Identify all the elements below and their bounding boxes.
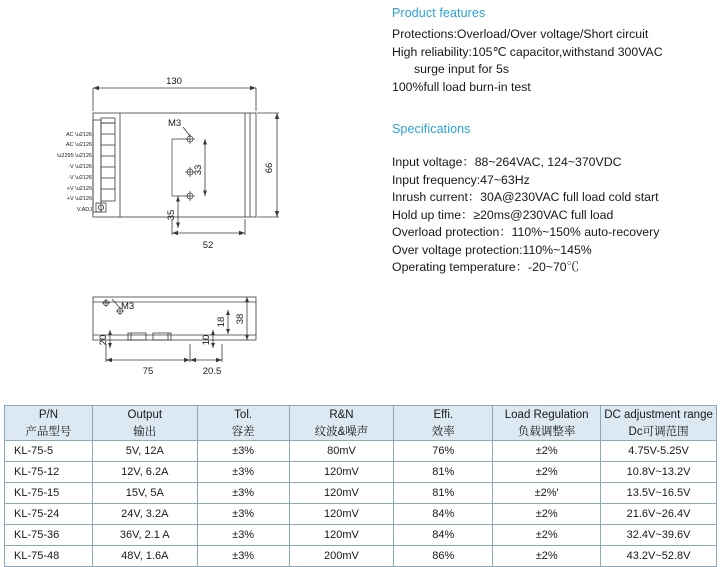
- spec-line: Operating temperature：-20~70℃: [392, 260, 579, 274]
- cell-effi: 84%: [394, 504, 493, 525]
- cell-tol: ±3%: [197, 504, 289, 525]
- label-vadj: V.ADJ: [76, 207, 92, 213]
- table-row: [5, 546, 717, 567]
- cell-load: ±2%: [493, 525, 601, 546]
- cell-dc: 21.6V~26.4V: [601, 504, 717, 525]
- spec-spacer: [392, 142, 717, 154]
- label-m3-side: M3: [121, 301, 135, 312]
- cell-output: 36V, 2.1 A: [92, 525, 197, 546]
- cell-tol: ±3%: [197, 441, 289, 462]
- terminal-label: \u2295 \u2126: [56, 153, 92, 159]
- cell-tol: ±3%: [197, 546, 289, 567]
- cell-output: 15V, 5A: [92, 483, 197, 504]
- dim-66: 66: [264, 162, 275, 174]
- dim-20: 20: [98, 334, 109, 346]
- col-header-effi: Effi.: [394, 406, 493, 424]
- terminal-label: +V \u2126: [66, 196, 92, 202]
- col-header-dc: DC adjustment range: [601, 406, 717, 424]
- dim-33: 33: [193, 164, 204, 176]
- model-spec-table: [4, 405, 717, 567]
- cell-pn: KL-75-24: [5, 504, 93, 525]
- section-spacer: [392, 96, 717, 122]
- cell-rn: 120mV: [289, 504, 394, 525]
- table-row: [5, 525, 717, 546]
- table-header-row-cn: [5, 423, 717, 441]
- cell-pn: KL-75-15: [5, 483, 93, 504]
- cell-output: 12V, 6.2A: [92, 462, 197, 483]
- terminal-label: AC \u2126: [66, 132, 92, 138]
- cell-rn: 120mV: [289, 483, 394, 504]
- spec-line: Input frequency:47~63Hz: [392, 172, 530, 187]
- col-header-output-cn: 输出: [92, 423, 197, 441]
- spec-line: Overload protection：110%~150% auto-recovery: [392, 225, 660, 239]
- specifications-title: Specifications: [392, 122, 471, 136]
- table-header-row-en: [5, 406, 717, 424]
- cell-rn: 120mV: [289, 525, 394, 546]
- cell-tol: ±3%: [197, 462, 289, 483]
- spec-line: Over voltage protection:110%~145%: [392, 242, 592, 257]
- mechanical-drawings: [0, 0, 392, 392]
- cell-effi: 81%: [394, 462, 493, 483]
- spec-line: Input voltage：88~264VAC, 124~370VDC: [392, 155, 622, 169]
- dim-35: 35: [166, 209, 177, 221]
- cell-effi: 84%: [394, 525, 493, 546]
- label-m3-top: M3: [168, 118, 182, 129]
- cell-pn: KL-75-5: [5, 441, 93, 462]
- feature-line: Protections:Overload/Over voltage/Short circuit: [392, 27, 649, 41]
- feature-line: 100%full load burn-in test: [392, 79, 531, 94]
- cell-dc: 10.8V~13.2V: [601, 462, 717, 483]
- feature-line: surge input for 5s: [414, 62, 510, 76]
- cell-load: ±2%': [493, 483, 601, 504]
- dim-38: 38: [235, 313, 246, 325]
- product-features-title: Product features: [392, 6, 486, 20]
- cell-rn: 120mV: [289, 462, 394, 483]
- table-row: [5, 483, 717, 504]
- cell-effi: 81%: [394, 483, 493, 504]
- cell-load: ±2%: [493, 504, 601, 525]
- cell-pn: KL-75-48: [5, 546, 93, 567]
- dim-130: 130: [166, 76, 182, 87]
- col-header-dc-cn: Dc可调范围: [601, 423, 717, 441]
- cell-output: 48V, 1.6A: [92, 546, 197, 567]
- table-row: [5, 462, 717, 483]
- cell-tol: ±3%: [197, 525, 289, 546]
- cell-dc: 13.5V~16.5V: [601, 483, 717, 504]
- cell-dc: 43.2V~52.8V: [601, 546, 717, 567]
- terminal-label: AC \u2126: [66, 142, 92, 148]
- terminal-label: -V \u2126: [68, 175, 92, 181]
- spec-line: Hold up time：≥20ms@230VAC full load: [392, 207, 614, 222]
- cell-pn: KL-75-36: [5, 525, 93, 546]
- cell-dc: 32.4V~39.6V: [601, 525, 717, 546]
- cell-dc: 4.75V-5.25V: [601, 441, 717, 462]
- cell-rn: 200mV: [289, 546, 394, 567]
- cell-load: ±2%: [493, 441, 601, 462]
- dim-20-5: 20.5: [202, 366, 222, 377]
- col-header-rn-cn: 纹波&噪声: [289, 423, 394, 441]
- cell-tol: ±3%: [197, 483, 289, 504]
- dim-75: 75: [142, 366, 154, 377]
- cell-output: 24V, 3.2A: [92, 504, 197, 525]
- spec-line: Inrush current：30A@230VAC full load cold start: [392, 190, 659, 204]
- col-header-effi-cn: 效率: [394, 423, 493, 441]
- dim-10: 10: [201, 334, 212, 346]
- table-row: [5, 441, 717, 462]
- cell-effi: 76%: [394, 441, 493, 462]
- terminal-label: +V \u2126: [66, 186, 92, 192]
- col-header-tol-cn: 容差: [197, 423, 289, 441]
- col-header-load: Load Regulation: [493, 406, 601, 424]
- col-header-output: Output: [92, 406, 197, 424]
- dim-52: 52: [202, 240, 214, 251]
- col-header-load-cn: 负载调整率: [493, 423, 601, 441]
- cell-pn: KL-75-12: [5, 462, 93, 483]
- col-header-pn-cn: 产品型号: [5, 423, 93, 441]
- cell-load: ±2%: [493, 546, 601, 567]
- cell-effi: 86%: [394, 546, 493, 567]
- col-header-tol: Tol.: [197, 406, 289, 424]
- cell-load: ±2%: [493, 462, 601, 483]
- info-column: [392, 6, 717, 277]
- dim-18: 18: [216, 316, 227, 328]
- table-row: [5, 504, 717, 525]
- cell-output: 5V, 12A: [92, 441, 197, 462]
- col-header-rn: R&N: [289, 406, 394, 424]
- drawing-svg: [0, 0, 392, 392]
- terminal-label: -V \u2126: [68, 164, 92, 170]
- col-header-pn: P/N: [5, 406, 93, 424]
- feature-line: High reliability:105℃ capacitor,withstand 300VAC: [392, 44, 663, 59]
- cell-rn: 80mV: [289, 441, 394, 462]
